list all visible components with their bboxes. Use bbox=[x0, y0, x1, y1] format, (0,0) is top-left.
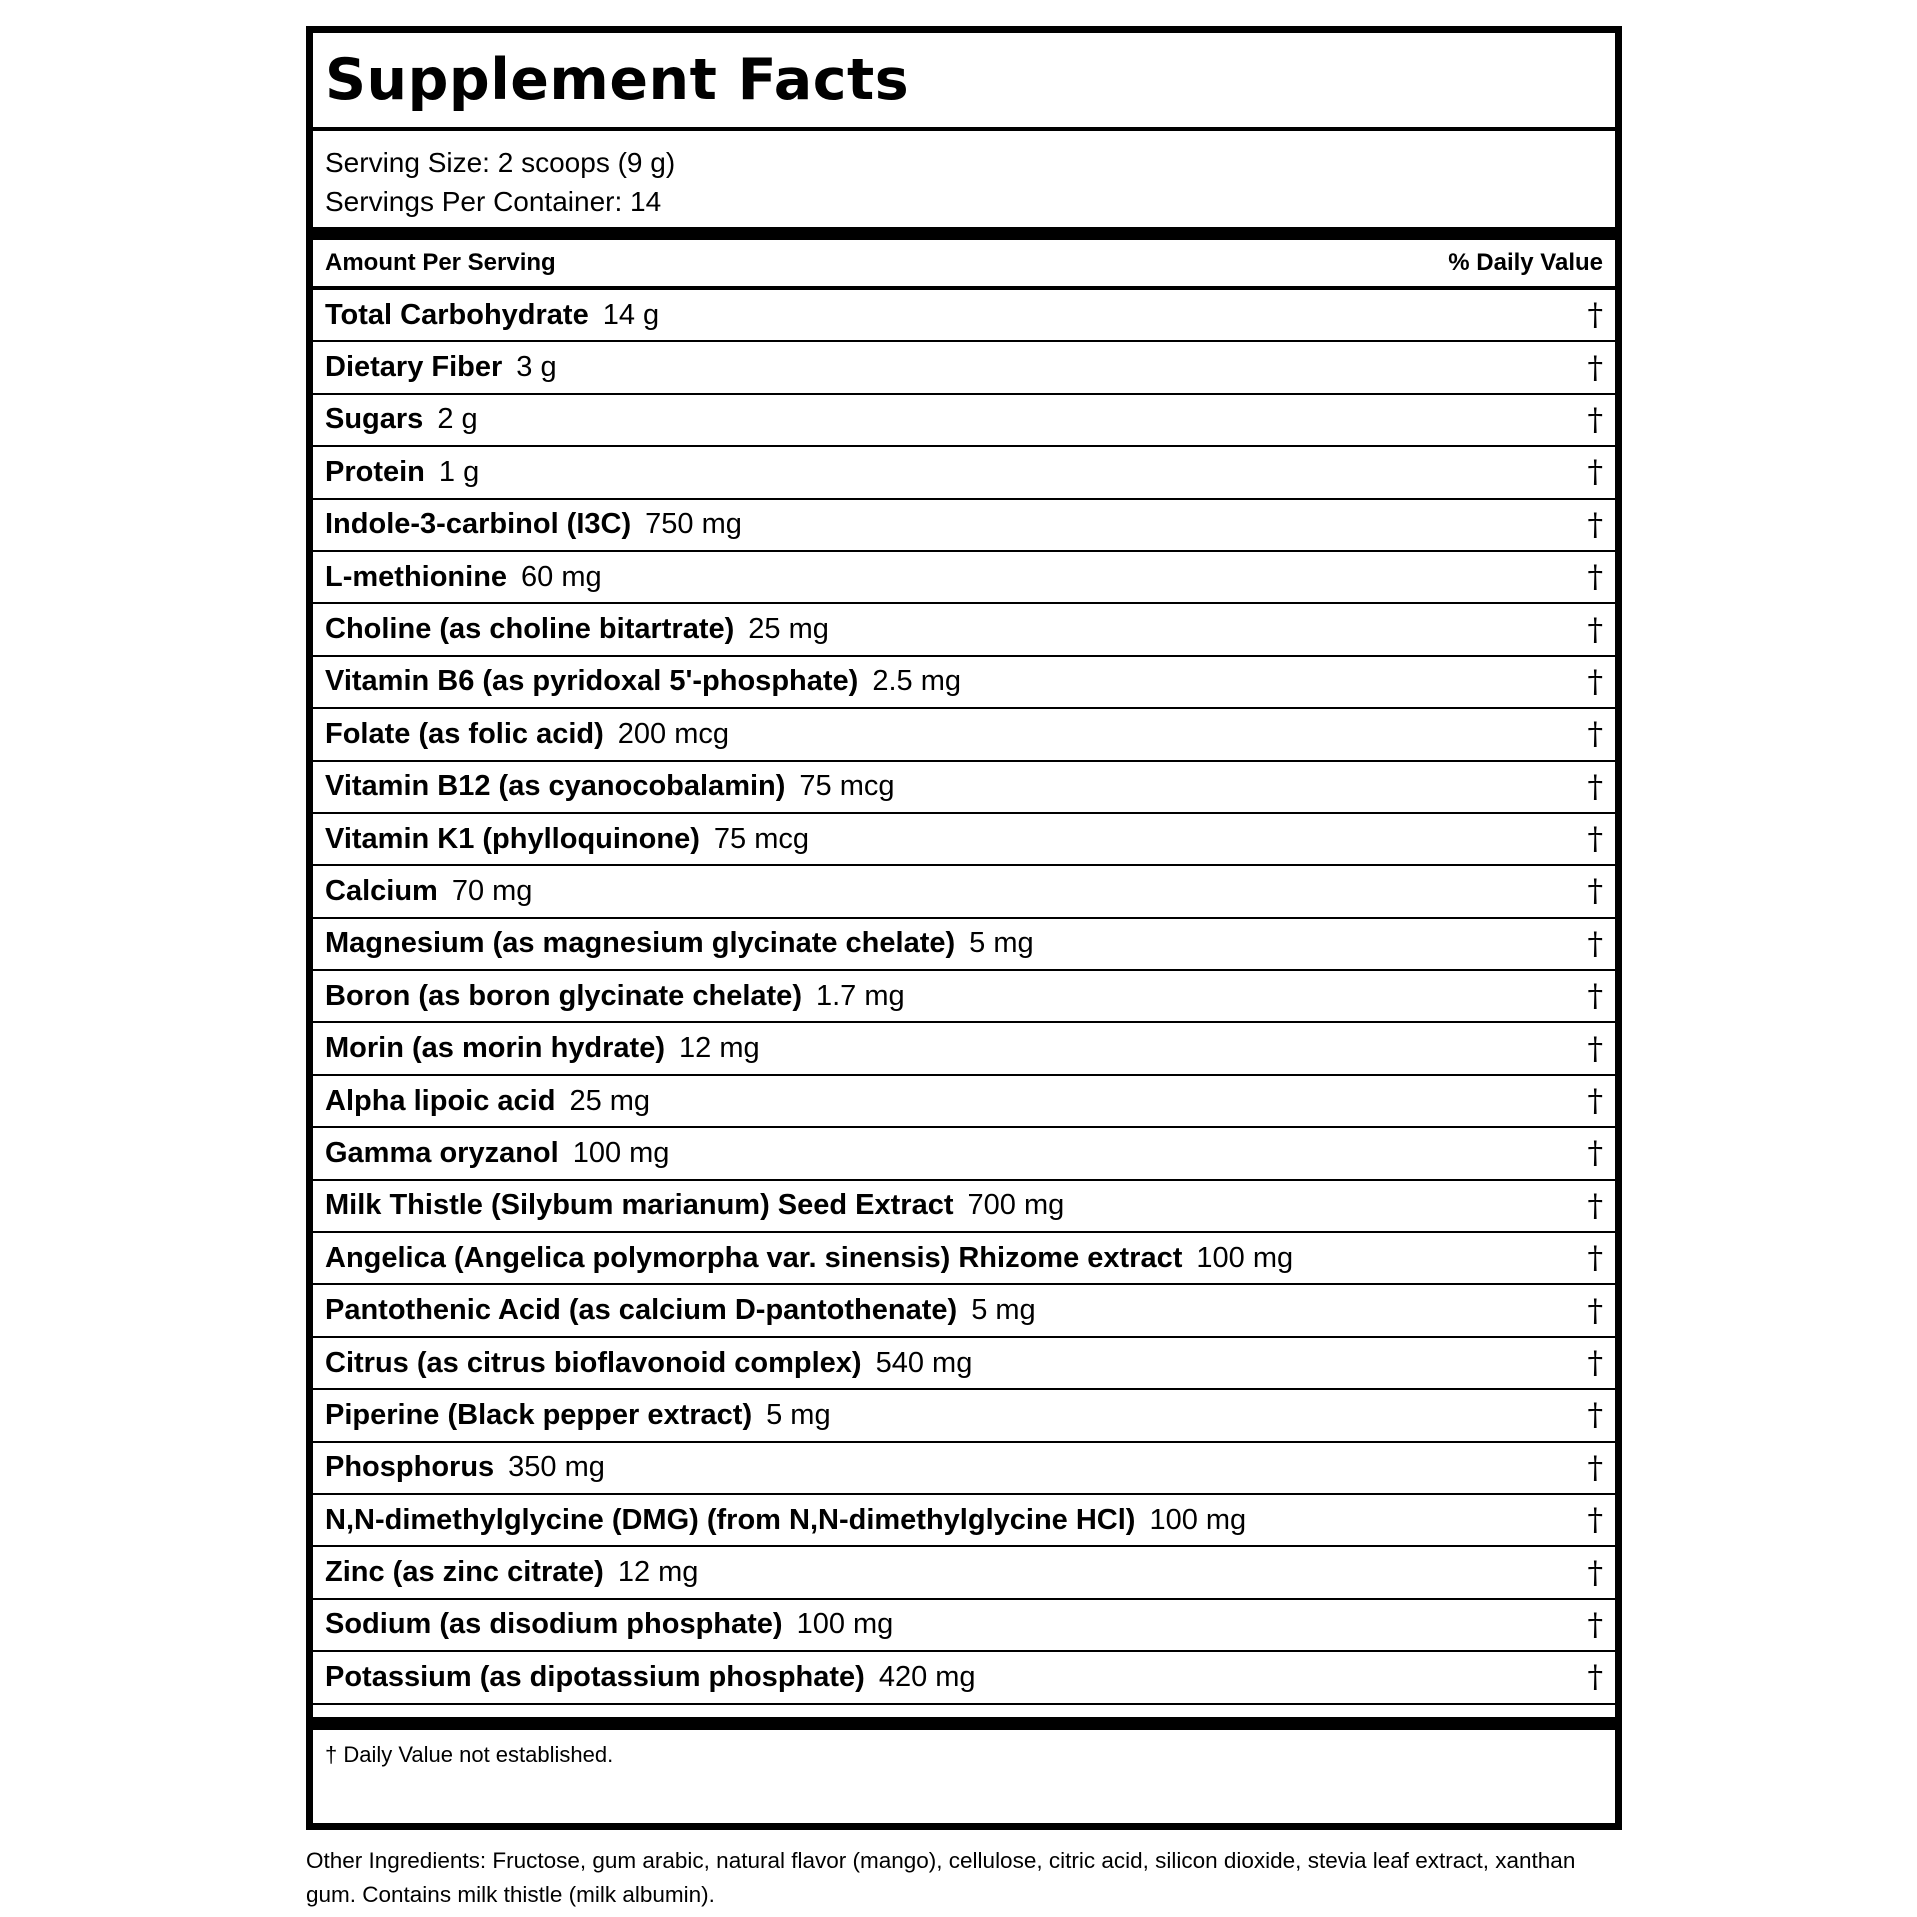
nutrient-row bbox=[313, 1181, 1615, 1233]
nutrient-row bbox=[313, 657, 1615, 709]
thick-divider-bottom bbox=[313, 1717, 1615, 1730]
thick-divider-top bbox=[313, 227, 1615, 240]
nutrient-label bbox=[325, 613, 829, 646]
nutrient-amount: 100 mg bbox=[572, 1136, 670, 1169]
nutrient-label bbox=[325, 561, 602, 594]
nutrient-label bbox=[325, 1608, 893, 1641]
nutrient-name: Potassium (as dipotassium phosphate) bbox=[325, 1660, 865, 1693]
nutrient-label bbox=[325, 1189, 1064, 1222]
nutrient-label bbox=[325, 980, 905, 1013]
nutrient-name: Boron (as boron glycinate chelate) bbox=[325, 979, 802, 1012]
nutrient-amount: 1 g bbox=[438, 455, 480, 488]
daily-value-dagger: † bbox=[1587, 1083, 1603, 1120]
daily-value-dagger: † bbox=[1587, 454, 1603, 491]
nutrient-label bbox=[325, 1347, 972, 1380]
nutrient-name: Vitamin B6 (as pyridoxal 5'-phosphate) bbox=[325, 665, 859, 698]
other-ingredients: Other Ingredients: Fructose, gum arabic, natural flavor (mango), cellulose, citric acid, silicon dioxide, stevia leaf extract, xanthan gum. Contains milk thistle (milk albumin). bbox=[306, 1848, 1576, 1907]
nutrient-name: Vitamin K1 (phylloquinone) bbox=[325, 822, 700, 855]
nutrient-row bbox=[313, 709, 1615, 761]
nutrient-name: N,N-dimethylglycine (DMG) (from N,N-dimethylglycine HCl) bbox=[325, 1503, 1136, 1536]
footnote: † Daily Value not established. bbox=[325, 1741, 614, 1767]
nutrient-label bbox=[325, 1294, 1036, 1327]
nutrient-row bbox=[313, 1652, 1615, 1704]
nutrient-amount: 2.5 mg bbox=[872, 665, 961, 698]
nutrient-row bbox=[313, 919, 1615, 971]
nutrient-label bbox=[325, 1137, 669, 1170]
nutrient-amount: 3 g bbox=[516, 351, 557, 384]
daily-value-dagger: † bbox=[1587, 1502, 1603, 1539]
nutrient-row bbox=[313, 1390, 1615, 1442]
daily-value-dagger: † bbox=[1587, 506, 1603, 543]
nutrient-name: Indole-3-carbinol (I3C) bbox=[325, 508, 632, 541]
nutrient-name: Folate (as folic acid) bbox=[325, 717, 604, 750]
nutrient-label bbox=[325, 1504, 1246, 1537]
nutrient-amount: 25 mg bbox=[748, 613, 829, 646]
nutrient-row bbox=[313, 1443, 1615, 1495]
nutrient-label bbox=[325, 770, 895, 803]
nutrient-label bbox=[325, 1032, 760, 1065]
nutrient-row bbox=[313, 866, 1615, 918]
row-gap bbox=[313, 1705, 1615, 1717]
nutrient-label bbox=[325, 1399, 831, 1432]
daily-value-dagger: † bbox=[1587, 559, 1603, 596]
daily-value-dagger: † bbox=[1587, 873, 1603, 910]
nutrient-name: Calcium bbox=[325, 874, 438, 907]
nutrient-row bbox=[313, 290, 1615, 342]
nutrient-name: Vitamin B12 (as cyanocobalamin) bbox=[325, 770, 786, 803]
nutrient-amount: 100 mg bbox=[796, 1608, 894, 1641]
daily-value-dagger: † bbox=[1587, 1397, 1603, 1434]
nutrient-row bbox=[313, 447, 1615, 499]
nutrient-amount: 5 mg bbox=[766, 1398, 831, 1431]
servings-per-container: Servings Per Container: 14 bbox=[325, 186, 662, 217]
daily-value-dagger: † bbox=[1587, 1187, 1603, 1224]
nutrient-name: Phosphorus bbox=[325, 1451, 495, 1484]
nutrient-row bbox=[313, 1285, 1615, 1337]
nutrient-name: Sodium (as disodium phosphate) bbox=[325, 1608, 783, 1641]
nutrient-amount: 5 mg bbox=[971, 1294, 1036, 1327]
daily-value-dagger: † bbox=[1587, 349, 1603, 386]
nutrient-name: Piperine (Black pepper extract) bbox=[325, 1398, 753, 1431]
nutrient-name: Total Carbohydrate bbox=[325, 298, 589, 331]
daily-value-dagger: † bbox=[1587, 1135, 1603, 1172]
nutrient-row bbox=[313, 1547, 1615, 1599]
nutrient-amount: 350 mg bbox=[508, 1451, 605, 1484]
nutrient-name: Angelica (Angelica polymorpha var. sinensis) Rhizome extract bbox=[325, 1241, 1183, 1274]
nutrient-label bbox=[325, 718, 729, 751]
daily-value-dagger: † bbox=[1587, 768, 1603, 805]
nutrient-name: Milk Thistle (Silybum marianum) Seed Extract bbox=[325, 1189, 954, 1222]
nutrient-row bbox=[313, 1233, 1615, 1285]
nutrient-name: Morin (as morin hydrate) bbox=[325, 1032, 665, 1065]
nutrient-label bbox=[325, 823, 809, 856]
nutrient-amount: 200 mcg bbox=[617, 717, 730, 750]
nutrient-label bbox=[325, 1242, 1293, 1275]
nutrient-row bbox=[313, 342, 1615, 394]
daily-value-dagger: † bbox=[1587, 401, 1603, 438]
serving-size: Serving Size: 2 scoops (9 g) bbox=[325, 147, 676, 178]
nutrient-name: Magnesium (as magnesium glycinate chelate) bbox=[325, 927, 956, 960]
nutrient-label bbox=[325, 351, 557, 384]
nutrient-amount: 12 mg bbox=[617, 1556, 699, 1589]
nutrient-row bbox=[313, 500, 1615, 552]
column-header-row bbox=[313, 240, 1615, 290]
nutrient-label bbox=[325, 1556, 698, 1589]
nutrient-row bbox=[313, 604, 1615, 656]
nutrient-name: Choline (as choline bitartrate) bbox=[325, 613, 735, 646]
nutrient-label bbox=[325, 1661, 976, 1694]
nutrient-label bbox=[325, 1451, 605, 1484]
serving-info bbox=[313, 131, 1615, 227]
daily-value-dagger: † bbox=[1587, 1030, 1603, 1067]
nutrient-label bbox=[325, 665, 961, 698]
amount-per-serving-header: Amount Per Serving bbox=[325, 249, 556, 276]
daily-value-dagger: † bbox=[1587, 297, 1603, 334]
nutrient-label bbox=[325, 1085, 650, 1118]
nutrient-name: Pantothenic Acid (as calcium D-pantothenate) bbox=[325, 1294, 958, 1327]
daily-value-dagger: † bbox=[1587, 1345, 1603, 1381]
nutrient-amount: 420 mg bbox=[878, 1660, 976, 1693]
nutrient-name: Alpha lipoic acid bbox=[325, 1084, 556, 1117]
nutrient-name: L-methionine bbox=[325, 560, 508, 593]
nutrient-row bbox=[313, 1128, 1615, 1180]
nutrient-row bbox=[313, 1600, 1615, 1652]
nutrient-amount: 700 mg bbox=[967, 1189, 1065, 1222]
nutrient-amount: 100 mg bbox=[1149, 1503, 1247, 1536]
daily-value-dagger: † bbox=[1587, 925, 1603, 962]
supplement-facts-panel bbox=[306, 26, 1622, 1830]
daily-value-dagger: † bbox=[1587, 821, 1603, 858]
daily-value-dagger: † bbox=[1587, 611, 1603, 648]
nutrient-amount: 100 mg bbox=[1196, 1241, 1294, 1274]
nutrient-row bbox=[313, 395, 1615, 447]
nutrient-amount: 12 mg bbox=[679, 1032, 760, 1065]
daily-value-header: % Daily Value bbox=[1448, 249, 1603, 276]
nutrient-label bbox=[325, 403, 478, 436]
nutrient-rows bbox=[313, 290, 1615, 1705]
nutrient-row bbox=[313, 1023, 1615, 1075]
nutrient-row bbox=[313, 1076, 1615, 1128]
nutrient-amount: 75 mcg bbox=[713, 822, 809, 855]
nutrient-amount: 2 g bbox=[437, 403, 478, 436]
nutrient-amount: 75 mcg bbox=[799, 770, 895, 803]
nutrient-name: Dietary Fiber bbox=[325, 351, 503, 384]
nutrient-amount: 5 mg bbox=[969, 927, 1034, 960]
nutrient-row bbox=[313, 971, 1615, 1023]
nutrient-amount: 60 mg bbox=[521, 560, 602, 593]
daily-value-dagger: † bbox=[1587, 1449, 1603, 1486]
nutrient-amount: 70 mg bbox=[451, 874, 533, 907]
daily-value-dagger: † bbox=[1587, 1606, 1603, 1643]
nutrient-amount: 750 mg bbox=[645, 508, 742, 541]
nutrient-name: Zinc (as zinc citrate) bbox=[325, 1556, 604, 1589]
nutrient-amount: 25 mg bbox=[569, 1084, 651, 1117]
daily-value-dagger: † bbox=[1587, 978, 1603, 1015]
nutrient-name: Sugars bbox=[325, 403, 424, 436]
nutrient-row bbox=[313, 762, 1615, 814]
nutrient-amount: 1.7 mg bbox=[815, 979, 905, 1012]
nutrient-label bbox=[325, 456, 479, 489]
nutrient-row bbox=[313, 814, 1615, 866]
nutrient-name: Gamma oryzanol bbox=[325, 1136, 559, 1169]
nutrient-row bbox=[313, 1338, 1615, 1390]
nutrient-row bbox=[313, 1495, 1615, 1547]
nutrient-label bbox=[325, 299, 659, 332]
daily-value-dagger: † bbox=[1587, 663, 1603, 700]
nutrient-row bbox=[313, 552, 1615, 604]
daily-value-dagger: † bbox=[1587, 1659, 1603, 1696]
daily-value-dagger: † bbox=[1587, 1240, 1603, 1277]
nutrient-label bbox=[325, 927, 1034, 960]
daily-value-dagger: † bbox=[1587, 716, 1603, 753]
daily-value-dagger: † bbox=[1587, 1292, 1603, 1329]
label-title: Supplement Facts bbox=[313, 33, 1615, 131]
nutrient-amount: 14 g bbox=[602, 298, 660, 331]
nutrient-name: Citrus (as citrus bioflavonoid complex) bbox=[325, 1346, 862, 1379]
nutrient-amount: 540 mg bbox=[875, 1346, 973, 1379]
nutrient-label bbox=[325, 508, 742, 541]
nutrient-name: Protein bbox=[325, 455, 425, 488]
nutrient-label bbox=[325, 875, 532, 908]
daily-value-dagger: † bbox=[1587, 1554, 1603, 1591]
